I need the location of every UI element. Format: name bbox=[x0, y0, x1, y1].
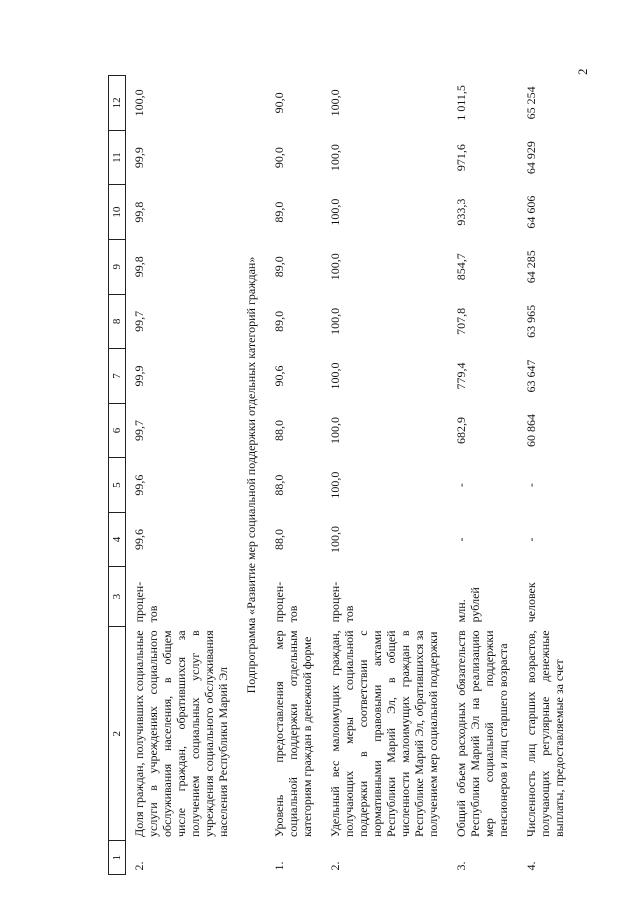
value-cell: 60 864 bbox=[524, 414, 538, 448]
col-header: 12 bbox=[109, 76, 126, 131]
col-header: 2 bbox=[109, 626, 126, 841]
subprogram-title: Подпрограмма «Развитие мер социальной поддержки отдельных категорий граждан» bbox=[244, 256, 258, 694]
col-header: 7 bbox=[109, 349, 126, 404]
value-cell: 100,0 bbox=[328, 89, 342, 117]
value-cell: 90,0 bbox=[272, 147, 286, 169]
table-row bbox=[266, 76, 322, 875]
unit: процен-тов bbox=[272, 581, 300, 623]
unit: процен-тов bbox=[132, 581, 160, 623]
value-cell: 99,8 bbox=[132, 201, 146, 223]
value-cell: 99,9 bbox=[132, 365, 146, 387]
value-cell: 854,7 bbox=[454, 253, 468, 281]
value-cell: - bbox=[454, 537, 468, 542]
value-cell: 99,6 bbox=[132, 474, 146, 496]
value-cell: 88,0 bbox=[272, 420, 286, 442]
value-cell: 100,0 bbox=[132, 89, 146, 117]
value-cell: 64 929 bbox=[524, 141, 538, 175]
value-cell: 707,8 bbox=[454, 307, 468, 335]
col-header: 11 bbox=[109, 130, 126, 185]
indicators-table bbox=[108, 75, 574, 875]
value-cell: 100,0 bbox=[328, 362, 342, 390]
value-cell: 89,0 bbox=[272, 256, 286, 278]
indicator-name: Доля граждан, получивших социальные услуги в учреждениях социального обслуживания населения, в общем числе граждан, обратившихся за получением социальных услуг в учреждения социального обслуживания населения Республики Марий Эл bbox=[132, 630, 230, 837]
subprogram-row bbox=[238, 76, 266, 875]
value-cell: 64 606 bbox=[524, 195, 538, 229]
value-cell: 63 965 bbox=[524, 304, 538, 338]
column-number-row bbox=[109, 76, 126, 875]
row-number: 3. bbox=[454, 861, 468, 871]
value-cell: 90,6 bbox=[272, 365, 286, 387]
col-header: 6 bbox=[109, 403, 126, 458]
value-cell: 99,7 bbox=[132, 420, 146, 442]
indicator-name: Общий объем расходных обязательств Республики Марий Эл на реализацию мер социальной поддержки пенсионеров и лиц старшего возраста bbox=[454, 630, 510, 837]
value-cell: 88,0 bbox=[272, 474, 286, 496]
value-cell: 100,0 bbox=[328, 307, 342, 335]
value-cell: 64 285 bbox=[524, 250, 538, 284]
table-row bbox=[518, 76, 574, 875]
value-cell: 99,6 bbox=[132, 529, 146, 550]
value-cell: 100,0 bbox=[328, 253, 342, 281]
col-header: 3 bbox=[109, 567, 126, 627]
value-cell: 99,9 bbox=[132, 147, 146, 169]
col-header: 1 bbox=[109, 841, 126, 875]
unit: млн. рублей bbox=[454, 587, 482, 623]
table-row bbox=[322, 76, 448, 875]
value-cell: 779,4 bbox=[454, 362, 468, 390]
value-cell: - bbox=[524, 483, 538, 488]
value-cell: - bbox=[454, 483, 468, 488]
row-number: 2. bbox=[132, 861, 146, 871]
col-header: 5 bbox=[109, 458, 126, 512]
col-header: 4 bbox=[109, 512, 126, 566]
value-cell: 89,0 bbox=[272, 310, 286, 332]
value-cell: 100,0 bbox=[328, 526, 342, 553]
value-cell: 65 254 bbox=[524, 86, 538, 120]
value-cell: 99,7 bbox=[132, 310, 146, 332]
row-number: 2. bbox=[328, 861, 342, 871]
value-cell: 88,0 bbox=[272, 529, 286, 550]
col-header: 9 bbox=[109, 239, 126, 294]
indicator-name: Удельный вес малоимущих граждан, получающих меры социальной поддержки в соответствии с нормативными правовыми актами Республики Марий Эл, в общей численности малоимущих граждан в Республике Марий Эл, обратившихся за получением мер социальной поддержки bbox=[328, 630, 440, 837]
col-header: 10 bbox=[109, 185, 126, 240]
row-number: 4. bbox=[524, 861, 538, 871]
value-cell: 1 011,5 bbox=[454, 85, 468, 121]
value-cell: 99,8 bbox=[132, 256, 146, 278]
value-cell: 90,0 bbox=[272, 92, 286, 114]
unit: человек bbox=[524, 582, 538, 623]
value-cell: 933,3 bbox=[454, 198, 468, 226]
page-number: 2 bbox=[575, 68, 590, 75]
table-row bbox=[126, 76, 239, 875]
unit: процен-тов bbox=[328, 581, 356, 623]
value-cell: 682,9 bbox=[454, 417, 468, 445]
value-cell: 63 647 bbox=[524, 359, 538, 393]
value-cell: 100,0 bbox=[328, 417, 342, 445]
col-header: 8 bbox=[109, 294, 126, 349]
value-cell: 971,6 bbox=[454, 144, 468, 172]
value-cell: 100,0 bbox=[328, 471, 342, 499]
indicator-name: Уровень предоставления мер социальной поддержки отдельным категориям граждан в денежной форме bbox=[272, 630, 314, 837]
value-cell: 100,0 bbox=[328, 198, 342, 226]
value-cell: - bbox=[524, 537, 538, 542]
table-row bbox=[448, 76, 518, 875]
value-cell: 89,0 bbox=[272, 201, 286, 223]
indicator-name: Численность лиц старших возрастов, получающих регулярные денежные выплаты, предоставляемые за счет bbox=[524, 630, 566, 837]
row-number: 1. bbox=[272, 861, 286, 871]
value-cell: 100,0 bbox=[328, 144, 342, 172]
